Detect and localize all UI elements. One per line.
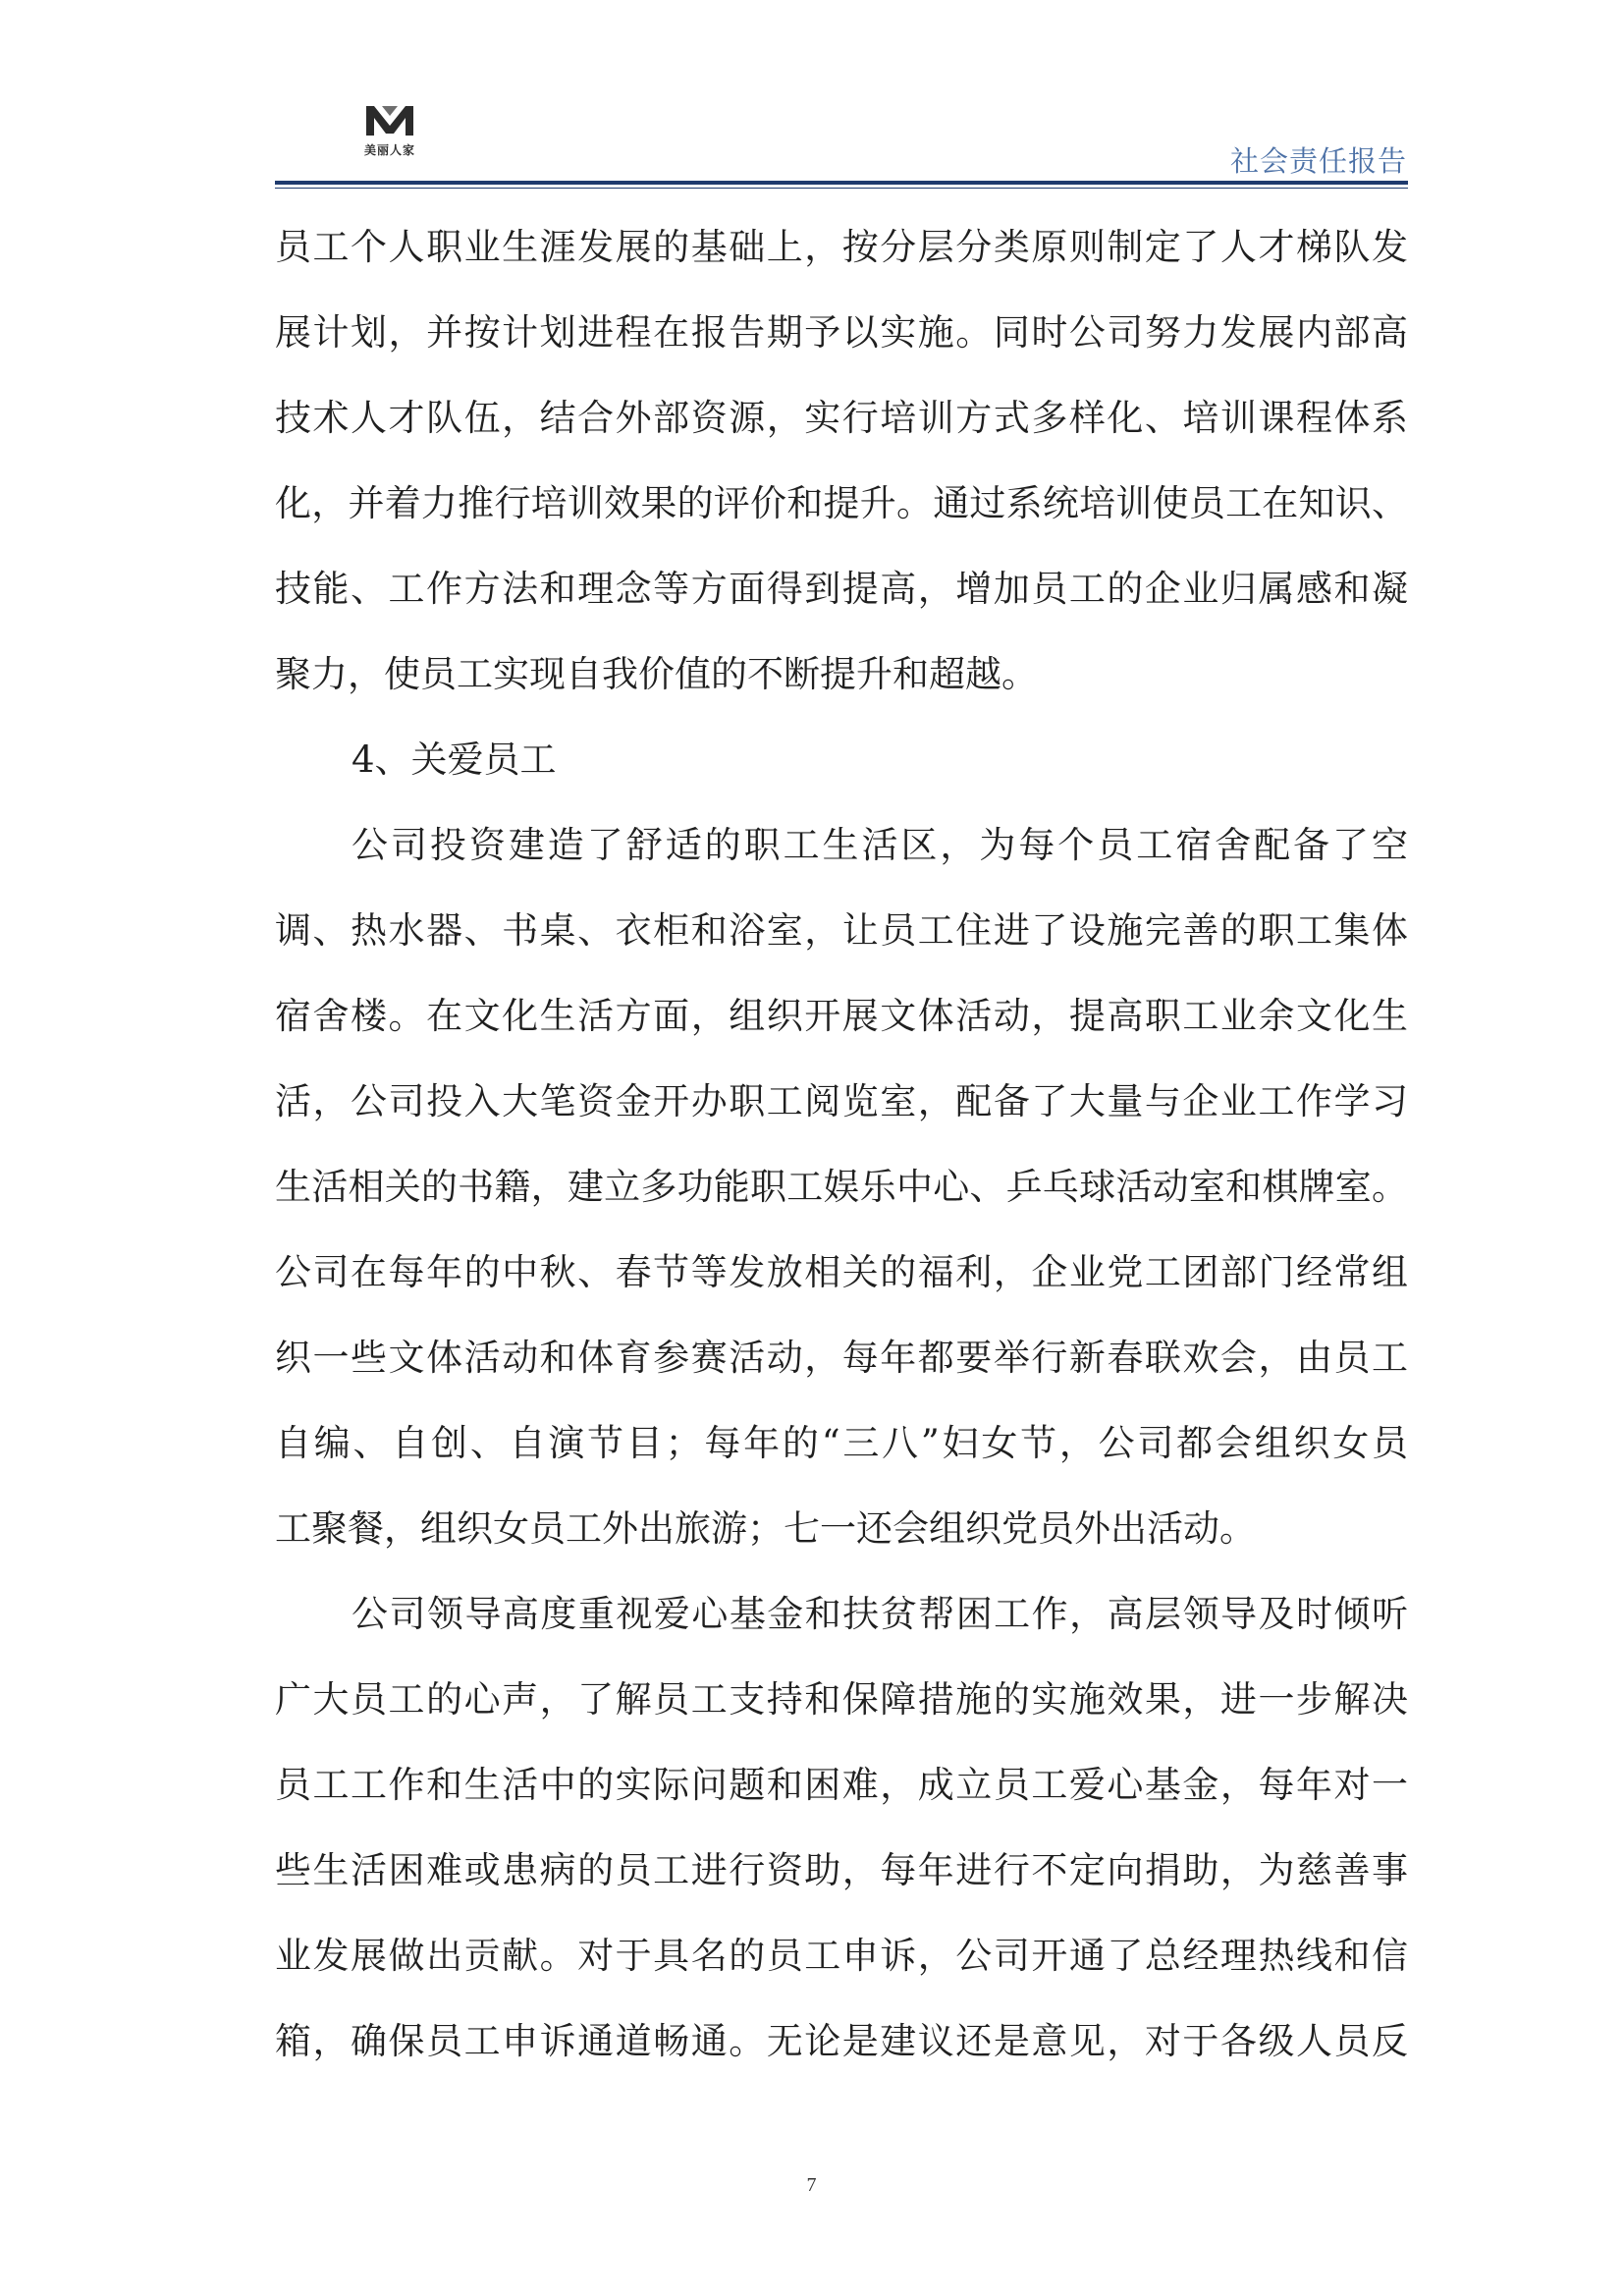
text-line: 广大员工的心声，了解员工支持和保障措施的实施效果，进一步解决 bbox=[275, 1678, 1408, 1721]
text-line: 些生活困难或患病的员工进行资助，每年进行不定向捐助，为慈善事 bbox=[275, 1849, 1408, 1891]
text-line: 公司领导高度重视爱心基金和扶贫帮困工作，高层领导及时倾听 bbox=[352, 1593, 1408, 1635]
text-line: 技术人才队伍，结合外部资源，实行培训方式多样化、培训课程体系 bbox=[275, 397, 1408, 439]
text-line: 活，公司投入大笔资金开办职工阅览室，配备了大量与企业工作学习 bbox=[275, 1080, 1408, 1122]
text-line: 化，并着力推行培训效果的评价和提升。通过系统培训使员工在知识、 bbox=[275, 482, 1408, 524]
company-logo bbox=[355, 102, 424, 163]
paragraph-charity bbox=[275, 1571, 1408, 2084]
body-text bbox=[275, 204, 1408, 2084]
text-line: 员工个人职业生涯发展的基础上，按分层分类原则制定了人才梯队发 bbox=[275, 226, 1408, 268]
text-line: 调、热水器、书桌、衣柜和浴室，让员工住进了设施完善的职工集体 bbox=[275, 909, 1408, 952]
logo-text: 美丽人家 bbox=[363, 143, 415, 157]
text-line: 展计划，并按计划进程在报告期予以实施。同时公司努力发展内部高 bbox=[275, 311, 1408, 354]
header-divider-thin bbox=[275, 188, 1408, 189]
text-line: 公司在每年的中秋、春节等发放相关的福利，企业党工团部门经常组 bbox=[275, 1251, 1408, 1293]
paragraph-training bbox=[275, 204, 1408, 717]
text-line: 技能、工作方法和理念等方面得到提高，增加员工的企业归属感和凝 bbox=[275, 568, 1408, 610]
report-title: 社会责任报告 bbox=[1229, 144, 1407, 178]
paragraph-care bbox=[275, 802, 1408, 1571]
page-number: 7 bbox=[806, 2174, 817, 2196]
text-line: 宿舍楼。在文化生活方面，组织开展文体活动，提高职工业余文化生 bbox=[275, 995, 1408, 1037]
text-line: 生活相关的书籍，建立多功能职工娱乐中心、乒乓球活动室和棋牌室。 bbox=[275, 1166, 1408, 1208]
logo-icon bbox=[364, 102, 415, 137]
text-line: 员工工作和生活中的实际问题和困难，成立员工爱心基金，每年对一 bbox=[275, 1764, 1408, 1806]
header-divider bbox=[275, 181, 1408, 185]
section-heading: 4、关爱员工 bbox=[352, 738, 557, 781]
text-line: 自编、自创、自演节目；每年的“三八”妇女节，公司都会组织女员 bbox=[275, 1422, 1408, 1464]
text-line: 工聚餐，组织女员工外出旅游；七一还会组织党员外出活动。 bbox=[275, 1507, 1256, 1550]
text-line: 公司投资建造了舒适的职工生活区，为每个员工宿舍配备了空 bbox=[352, 824, 1408, 866]
text-line: 聚力，使员工实现自我价值的不断提升和超越。 bbox=[275, 653, 1038, 695]
text-line: 箱，确保员工申诉通道畅通。无论是建议还是意见，对于各级人员反 bbox=[275, 2020, 1408, 2062]
text-line: 织一些文体活动和体育参赛活动，每年都要举行新春联欢会，由员工 bbox=[275, 1337, 1408, 1379]
text-line: 业发展做出贡献。对于具名的员工申诉，公司开通了总经理热线和信 bbox=[275, 1935, 1408, 1977]
